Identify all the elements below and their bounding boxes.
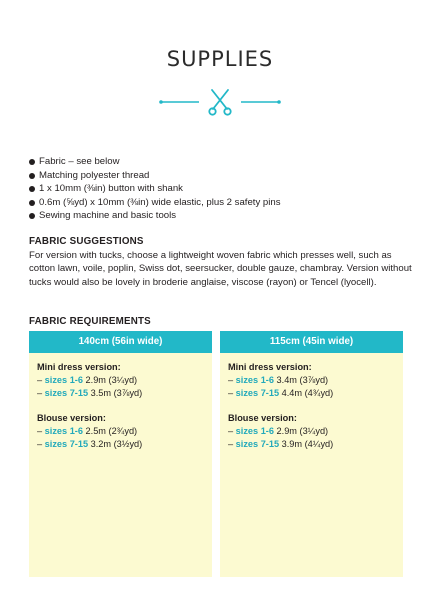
requirement-row: – sizes 7-15 4.4m (4¾yd): [228, 388, 334, 398]
requirement-row: – sizes 7-15 3.9m (4¼yd): [228, 439, 334, 449]
blouse-title: Blouse version:: [228, 413, 297, 423]
panel-header: 115cm (45in wide): [220, 331, 403, 353]
panel-header: 140cm (56in wide): [29, 331, 212, 353]
fabric-suggestions-text: For version with tucks, choose a lightweight woven fabric which presses well, such as cotton lawn, voile, poplin, Swiss dot, seersucker, double gauze, chambray. Version without tucks would also be lovely in broderie anglaise, viscose (rayon) or Tencel (lyocell).: [29, 250, 412, 288]
fabric-panel-115cm: [220, 331, 403, 577]
requirement-row: – sizes 1-6 3.4m (3⅞yd): [228, 375, 329, 385]
scissors-icon: [209, 90, 230, 115]
fabric-suggestions-heading: FABRIC SUGGESTIONS: [29, 236, 144, 247]
mini-dress-title: Mini dress version:: [37, 362, 121, 372]
page-title: SUPPLIES: [166, 47, 274, 71]
list-item: 1 x 10mm (⅜in) button with shank: [29, 182, 281, 196]
list-item: Sewing machine and basic tools: [29, 209, 281, 223]
divider-line-left: [159, 100, 199, 104]
list-item: Matching polyester thread: [29, 169, 281, 183]
scissors-divider: [159, 88, 281, 116]
blouse-title: Blouse version:: [37, 413, 106, 423]
requirement-row: – sizes 7-15 3.5m (3⅞yd): [37, 388, 143, 398]
mini-dress-title: Mini dress version:: [228, 362, 312, 372]
requirement-row: – sizes 1-6 2.5m (2¾yd): [37, 426, 138, 436]
requirement-row: – sizes 7-15 3.2m (3½yd): [37, 439, 143, 449]
requirement-row: – sizes 1-6 2.9m (3¼yd): [228, 426, 329, 436]
requirement-row: – sizes 1-6 2.9m (3¼yd): [37, 375, 138, 385]
supplies-list: [29, 155, 281, 223]
list-item: Fabric – see below: [29, 155, 281, 169]
fabric-requirements-heading: FABRIC REQUIREMENTS: [29, 316, 151, 327]
fabric-panel-140cm: [29, 331, 212, 577]
list-item: 0.6m (⅝yd) x 10mm (⅜in) wide elastic, plus 2 safety pins: [29, 196, 281, 210]
divider-line-right: [241, 100, 281, 104]
